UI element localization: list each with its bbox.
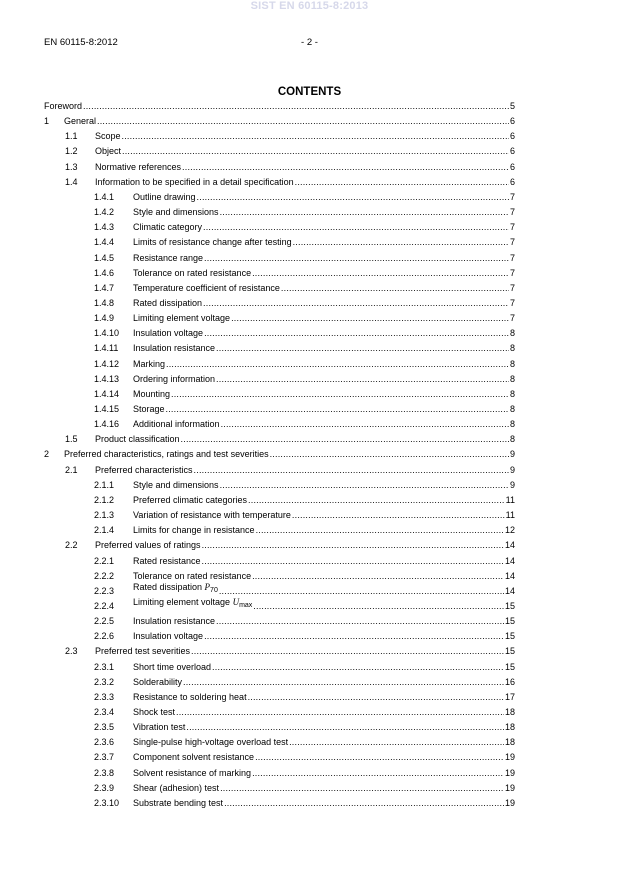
toc-entry-title: Scope xyxy=(95,131,121,142)
toc-entry-number: 1.3 xyxy=(65,161,78,172)
toc-entry-number: 1.4.4 xyxy=(94,237,115,248)
toc-leader-dots xyxy=(281,282,509,294)
toc-entry[interactable] xyxy=(65,433,515,445)
toc-entry-page: 19 xyxy=(504,767,515,778)
toc-entry-page: 8 xyxy=(509,373,515,384)
toc-entry[interactable] xyxy=(94,236,515,248)
toc-leader-dots xyxy=(224,797,504,809)
toc-leader-dots xyxy=(202,555,504,567)
toc-entry-title: Additional information xyxy=(133,419,220,430)
toc-entry-page: 15 xyxy=(504,646,515,657)
toc-entry-number: 2.1.2 xyxy=(94,494,115,505)
toc-entry-number: 2.2.5 xyxy=(94,616,115,627)
toc-entry-number: 1.4 xyxy=(65,176,78,187)
toc-leader-dots xyxy=(97,115,509,127)
toc-entry-title: Solderability xyxy=(133,676,183,687)
toc-entry[interactable] xyxy=(94,509,515,521)
toc-entry-page: 14 xyxy=(504,570,515,581)
toc-entry-number: 2.2 xyxy=(65,540,78,551)
toc-leader-dots xyxy=(221,418,509,430)
toc-entry-title: Object xyxy=(95,146,122,157)
toc-entry-page: 19 xyxy=(504,782,515,793)
toc-entry-page: 7 xyxy=(509,207,515,218)
toc-entry-number: 2.1 xyxy=(65,464,78,475)
toc-entry-page: 18 xyxy=(504,737,515,748)
toc-leader-dots xyxy=(219,585,504,597)
toc-entry[interactable] xyxy=(94,297,515,309)
toc-entry-page: 5 xyxy=(509,101,515,111)
document-id: EN 60115-8:2012 xyxy=(44,37,118,48)
toc-entry[interactable] xyxy=(94,524,515,536)
toc-leader-dots xyxy=(289,736,504,748)
toc-entry-title: Shock test xyxy=(133,707,176,717)
toc-leader-dots xyxy=(202,539,504,551)
toc-entry-title: Single-pulse high-voltage overload test xyxy=(133,737,289,748)
toc-entry-page: 18 xyxy=(504,707,515,717)
toc-leader-dots xyxy=(220,479,509,491)
toc-entry-title: Substrate bending test xyxy=(133,797,224,808)
toc-entry-title: Style and dimensions xyxy=(133,479,219,490)
toc-entry[interactable] xyxy=(44,448,515,460)
toc-entry-title: Storage xyxy=(133,404,165,414)
toc-entry-number: 2.3 xyxy=(65,646,78,657)
toc-entry-number: 2.1.1 xyxy=(94,479,115,490)
toc-entry[interactable] xyxy=(94,767,515,779)
toc-entry-page: 14 xyxy=(504,555,515,566)
toc-entry-number: 1.2 xyxy=(65,146,78,157)
toc-entry-number: 2.3.3 xyxy=(94,691,115,702)
toc-entry[interactable] xyxy=(94,736,515,748)
toc-entry-page: 8 xyxy=(509,434,515,445)
toc-entry-title: Information to be specified in a detail specification xyxy=(95,176,294,187)
toc-entry-number: 2.3.7 xyxy=(94,752,115,763)
toc-entry-page: 16 xyxy=(504,676,515,687)
toc-entry-page: 7 xyxy=(509,191,515,202)
toc-leader-dots xyxy=(191,645,504,657)
toc-entry-title: Solvent resistance of marking xyxy=(133,767,252,778)
toc-entry-number: 1.4.3 xyxy=(94,222,115,233)
toc-entry-number: 2.2.4 xyxy=(94,600,115,611)
toc-entry-number: 2.3.1 xyxy=(94,661,115,672)
toc-entry-page: 11 xyxy=(505,494,515,505)
toc-entry-page: 8 xyxy=(509,419,515,430)
toc-leader-dots xyxy=(197,191,509,203)
toc-entry-page: 8 xyxy=(509,358,515,369)
toc-leader-dots xyxy=(182,161,509,173)
toc-entry[interactable] xyxy=(65,176,515,188)
toc-entry-number: 2 xyxy=(44,449,50,460)
toc-entry-title: Component solvent resistance xyxy=(133,752,255,763)
toc-entry-title: Insulation resistance xyxy=(133,616,216,627)
toc-entry[interactable] xyxy=(94,555,515,567)
toc-leader-dots xyxy=(204,630,504,642)
toc-entry-page: 6 xyxy=(509,116,515,127)
toc-entry-page: 7 xyxy=(509,252,515,263)
toc-entry-title: Rated dissipation xyxy=(133,297,203,308)
toc-entry[interactable] xyxy=(65,539,515,551)
toc-entry-page: 15 xyxy=(504,600,515,611)
toc-entry-page: 7 xyxy=(509,282,515,293)
toc-entry-title: Insulation voltage xyxy=(133,328,204,339)
toc-entry[interactable] xyxy=(94,358,515,370)
toc-entry-number: 1.4.12 xyxy=(94,358,120,369)
toc-entry[interactable] xyxy=(94,494,515,506)
toc-entry-number: 1.1 xyxy=(65,131,78,142)
toc-leader-dots xyxy=(216,373,509,385)
toc-entry-title: Foreword xyxy=(44,101,83,111)
toc-entry-page: 14 xyxy=(504,585,515,596)
toc-entry-title: Preferred characteristics xyxy=(95,464,193,475)
toc-leader-dots xyxy=(252,267,509,279)
toc-entry[interactable] xyxy=(94,630,515,642)
toc-entry-page: 19 xyxy=(504,797,515,808)
toc-entry-number: 1 xyxy=(44,116,50,127)
toc-leader-dots xyxy=(203,297,509,309)
toc-entry-number: 1.5 xyxy=(65,434,78,445)
toc-leader-dots xyxy=(166,403,509,415)
toc-entry-title: Outline drawing xyxy=(133,191,196,202)
toc-leader-dots xyxy=(122,130,509,142)
toc-leader-dots xyxy=(220,206,509,218)
toc-entry[interactable] xyxy=(65,161,515,173)
toc-entry-title: Short time overload xyxy=(133,661,212,672)
toc-entry-page: 11 xyxy=(505,510,515,521)
toc-leader-dots xyxy=(171,388,509,400)
toc-entry-page: 15 xyxy=(504,631,515,642)
toc-entry-page: 9 xyxy=(509,479,515,490)
toc-leader-dots xyxy=(248,691,504,703)
toc-entry-number: 1.4.10 xyxy=(94,328,120,339)
toc-entry-title: Resistance to soldering heat xyxy=(133,691,247,702)
toc-entry-number: 2.3.6 xyxy=(94,737,115,748)
toc-entry-number: 2.2.2 xyxy=(94,570,115,581)
toc-entry-title: Rated resistance xyxy=(133,555,201,566)
toc-entry-title: Ordering information xyxy=(133,373,216,384)
toc-entry-number: 1.4.2 xyxy=(94,207,115,218)
toc-entry-number: 1.4.16 xyxy=(94,419,120,430)
toc-entry-number: 2.1.3 xyxy=(94,510,115,521)
toc-leader-dots xyxy=(252,767,504,779)
toc-leader-dots xyxy=(204,327,509,339)
toc-entry-title: Vibration test xyxy=(133,722,186,733)
toc-entry-title: Rated dissipation $P_{70}$ xyxy=(133,581,218,594)
toc-entry-title: Marking xyxy=(133,358,166,369)
toc-entry[interactable] xyxy=(94,418,515,430)
watermark: SIST EN 60115-8:2013 xyxy=(250,0,369,12)
toc-entry-title: Shear (adhesion) test xyxy=(133,782,220,793)
toc-entry[interactable] xyxy=(65,645,515,657)
toc-entry-page: 7 xyxy=(509,297,515,308)
toc-entry-page: 8 xyxy=(509,404,515,414)
toc-entry-title: Mounting xyxy=(133,388,171,399)
toc-entry-number: 1.4.13 xyxy=(94,373,120,384)
toc-leader-dots xyxy=(231,312,509,324)
toc-entry-number: 1.4.7 xyxy=(94,282,115,293)
toc-entry-title: Limiting element voltage xyxy=(133,313,231,324)
toc-entry-page: 15 xyxy=(504,661,515,672)
toc-entry[interactable] xyxy=(94,342,515,354)
toc-entry[interactable] xyxy=(94,479,515,491)
toc-leader-dots xyxy=(292,509,505,521)
toc-leader-dots xyxy=(166,358,509,370)
toc-entry-title: Product classification xyxy=(95,434,180,445)
toc-entry[interactable] xyxy=(94,721,515,733)
toc-entry-number: 1.4.11 xyxy=(94,343,119,354)
toc-entry-number: 1.4.6 xyxy=(94,267,115,278)
toc-entry[interactable] xyxy=(65,145,515,157)
toc-entry[interactable] xyxy=(94,751,515,763)
toc-entry-title: Limits of resistance change after testing xyxy=(133,237,292,248)
toc-entry-page: 8 xyxy=(509,328,515,339)
toc-entry-title: General xyxy=(64,116,97,127)
toc-entry-number: 2.3.4 xyxy=(94,707,115,717)
toc-entry-title: Preferred characteristics, ratings and test severities xyxy=(64,449,269,460)
toc-leader-dots xyxy=(183,676,504,688)
toc-entry-title: Insulation resistance xyxy=(133,343,216,354)
toc-entry-title: Temperature coefficient of resistance xyxy=(133,282,280,293)
toc-leader-dots xyxy=(83,100,509,112)
toc-entry[interactable] xyxy=(94,221,515,233)
toc-entry-number: 2.1.4 xyxy=(94,525,115,536)
toc-entry-title: Preferred climatic categories xyxy=(133,494,248,505)
toc-entry-title: Insulation voltage xyxy=(133,631,204,642)
toc-entry-page: 6 xyxy=(509,161,515,172)
toc-leader-dots xyxy=(295,176,509,188)
toc-leader-dots xyxy=(248,494,505,506)
toc-entry-title: Style and dimensions xyxy=(133,207,219,218)
toc-entry-page: 7 xyxy=(509,313,515,324)
toc-entry[interactable] xyxy=(94,661,515,673)
page-title: CONTENTS xyxy=(277,86,342,98)
toc-entry-page: 15 xyxy=(504,616,515,627)
toc-entry[interactable] xyxy=(94,388,515,400)
toc-entry-page: 8 xyxy=(509,343,515,354)
toc-entry-page: 14 xyxy=(504,540,515,551)
toc-entry[interactable] xyxy=(65,464,515,476)
toc-entry-title: Normative references xyxy=(95,161,182,172)
toc-entry-page: 7 xyxy=(509,222,515,233)
toc-entry-number: 2.3.5 xyxy=(94,722,115,733)
toc-leader-dots xyxy=(181,433,509,445)
toc-entry-number: 2.3.10 xyxy=(94,797,120,808)
toc-leader-dots xyxy=(216,342,509,354)
toc-entry[interactable] xyxy=(44,115,515,127)
toc-entry-page: 6 xyxy=(509,176,515,187)
toc-entry-number: 2.2.6 xyxy=(94,631,115,642)
toc-entry[interactable] xyxy=(94,191,515,203)
toc-entry[interactable] xyxy=(94,373,515,385)
toc-entry-symbol-subscript: 70 xyxy=(210,586,218,594)
toc-entry-number: 2.3.2 xyxy=(94,676,115,687)
toc-entry-symbol-subscript: max xyxy=(239,601,253,609)
toc-entry-number: 1.4.15 xyxy=(94,404,120,414)
toc-leader-dots xyxy=(204,252,509,264)
toc-entry-title: Tolerance on rated resistance xyxy=(133,570,252,581)
toc-leader-dots xyxy=(216,615,504,627)
toc-entry-title: Resistance range xyxy=(133,252,204,263)
toc-entry[interactable] xyxy=(94,282,515,294)
toc-entry-number: 2.3.8 xyxy=(94,767,115,778)
toc-entry-number: 1.4.1 xyxy=(94,191,115,202)
page-number: - 2 - xyxy=(301,37,318,48)
toc-entry-page: 9 xyxy=(509,464,515,475)
toc-entry-page: 9 xyxy=(509,449,515,460)
toc-entry-page: 8 xyxy=(509,388,515,399)
toc-entry-number: 1.4.9 xyxy=(94,313,115,324)
toc-leader-dots xyxy=(212,661,504,673)
toc-entry-number: 1.4.5 xyxy=(94,252,115,263)
toc-entry-page: 17 xyxy=(504,691,515,702)
toc-leader-dots xyxy=(122,145,509,157)
toc-entry[interactable] xyxy=(94,327,515,339)
toc-entry-symbol: $P_{70}$ xyxy=(204,581,218,594)
toc-entry[interactable] xyxy=(94,691,515,703)
toc-leader-dots xyxy=(186,721,504,733)
toc-entry-title: Preferred test severities xyxy=(95,646,191,657)
toc-entry-page: 7 xyxy=(509,267,515,278)
toc-entry-number: 2.3.9 xyxy=(94,782,115,793)
toc-entry-page: 7 xyxy=(509,237,515,248)
toc-entry[interactable] xyxy=(94,267,515,279)
toc-entry[interactable] xyxy=(94,615,515,627)
toc-entry-title: Tolerance on rated resistance xyxy=(133,267,252,278)
toc-entry-number: 1.4.8 xyxy=(94,297,115,308)
toc-leader-dots xyxy=(252,570,504,582)
toc-entry-page: 6 xyxy=(509,146,515,157)
toc-entry[interactable] xyxy=(94,596,515,612)
toc-entry-number: 2.2.1 xyxy=(94,555,115,566)
toc-entry-title: Limits for change in resistance xyxy=(133,525,255,536)
toc-entry-title: Variation of resistance with temperature xyxy=(133,510,291,521)
toc-leader-dots xyxy=(256,524,504,536)
toc-leader-dots xyxy=(194,464,509,476)
toc-leader-dots xyxy=(176,706,504,718)
toc-entry-number: 2.2.3 xyxy=(94,585,115,596)
toc-entry-number: 1.4.14 xyxy=(94,388,120,399)
toc-leader-dots xyxy=(203,221,509,233)
toc-leader-dots xyxy=(270,448,509,460)
toc-entry[interactable] xyxy=(94,252,515,264)
toc-entry-title: Preferred values of ratings xyxy=(95,540,201,551)
toc-entry[interactable] xyxy=(94,403,515,415)
toc-leader-dots xyxy=(293,236,509,248)
toc-entry-title: Limiting element voltage $U_{max}$ xyxy=(133,596,253,609)
toc-entry[interactable] xyxy=(94,706,515,718)
toc-entry-symbol: $U_{max}$ xyxy=(232,596,253,609)
toc-entry[interactable] xyxy=(94,782,515,794)
toc-entry[interactable] xyxy=(65,130,515,142)
toc-leader-dots xyxy=(253,600,504,612)
toc-entry[interactable] xyxy=(44,100,515,112)
toc-entry-title: Climatic category xyxy=(133,222,203,233)
toc-entry-page: 12 xyxy=(504,525,515,536)
toc-entry-page: 19 xyxy=(504,752,515,763)
toc-entry-page: 18 xyxy=(504,722,515,733)
toc-entry-page: 6 xyxy=(509,131,515,142)
toc-leader-dots xyxy=(220,782,504,794)
toc-entry[interactable] xyxy=(94,676,515,688)
toc-leader-dots xyxy=(255,751,504,763)
toc-entry[interactable] xyxy=(94,206,515,218)
toc-entry[interactable] xyxy=(94,797,515,809)
toc-entry[interactable] xyxy=(94,312,515,324)
